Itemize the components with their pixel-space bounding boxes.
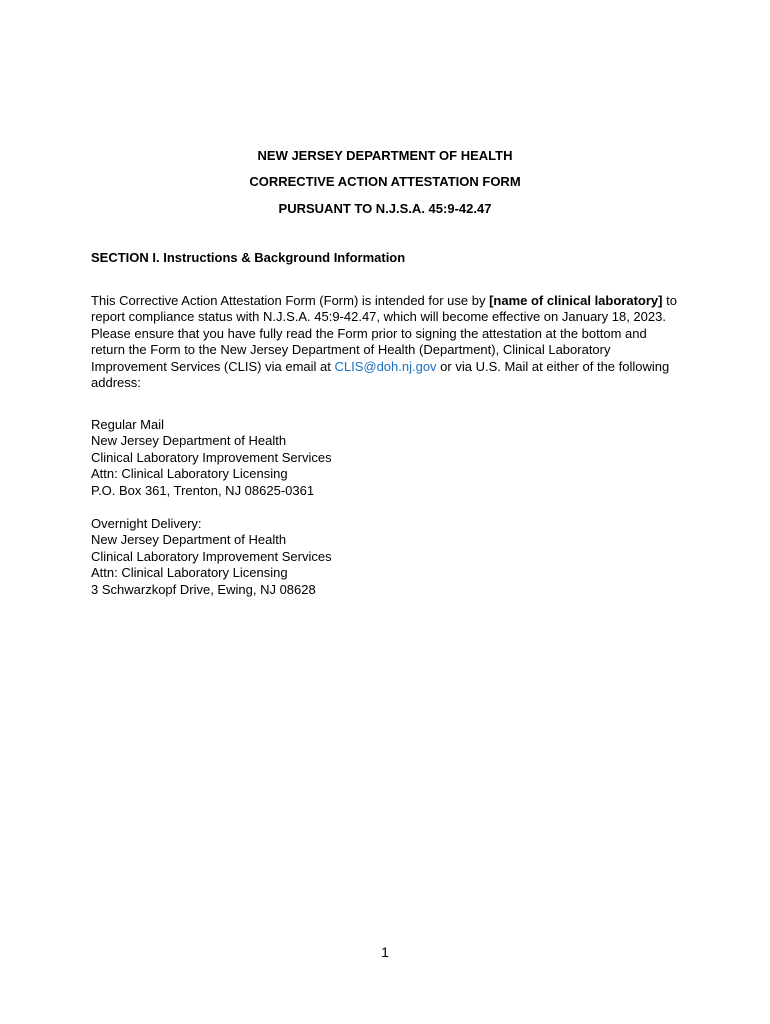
regular-mail-line-1: New Jersey Department of Health: [91, 433, 287, 449]
intro-text-middle: to report compliance status with N.J.S.A. 45:9-42.47, which will become effective on January 18, 2023. Please ensure that you have fully read the Form prior to signing the attestation at the bottom and return the Form to the New Jersey Department of Health (Department), Clinical Laboratory Improvement Services (CLIS) via email at: [91, 293, 677, 374]
form-title: CORRECTIVE ACTION ATTESTATION FORM: [249, 174, 521, 189]
overnight-delivery-address: [91, 516, 332, 598]
statute-reference: PURSUANT TO N.J.S.A. 45:9-42.47: [278, 201, 492, 216]
intro-paragraph: [91, 293, 681, 391]
intro-text-end: or via U.S. Mail at either of the following address:: [91, 358, 670, 391]
overnight-delivery-line-3: Attn: Clinical Laboratory Licensing: [91, 565, 288, 581]
page-number: 1: [381, 944, 389, 960]
regular-mail-address: [91, 417, 332, 499]
overnight-delivery-line-2: Clinical Laboratory Improvement Services: [91, 548, 332, 564]
overnight-delivery-line-4: 3 Schwarzkopf Drive, Ewing, NJ 08628: [91, 581, 316, 597]
email-link[interactable]: CLIS@doh.nj.gov: [334, 358, 437, 374]
section-heading: SECTION I. Instructions & Background Information: [91, 250, 406, 265]
regular-mail-label: Regular Mail: [91, 417, 164, 432]
regular-mail-line-2: Clinical Laboratory Improvement Services: [91, 449, 332, 465]
regular-mail-line-4: P.O. Box 361, Trenton, NJ 08625-0361: [91, 482, 315, 498]
overnight-delivery-label: Overnight Delivery:: [91, 516, 202, 531]
department-title: NEW JERSEY DEPARTMENT OF HEALTH: [257, 148, 513, 163]
regular-mail-line-3: Attn: Clinical Laboratory Licensing: [91, 466, 288, 482]
lab-name-placeholder: [name of clinical laboratory]: [489, 293, 663, 308]
intro-text-start: This Corrective Action Attestation Form (Form) is intended for use by: [91, 293, 490, 308]
overnight-delivery-line-1: New Jersey Department of Health: [91, 532, 287, 548]
